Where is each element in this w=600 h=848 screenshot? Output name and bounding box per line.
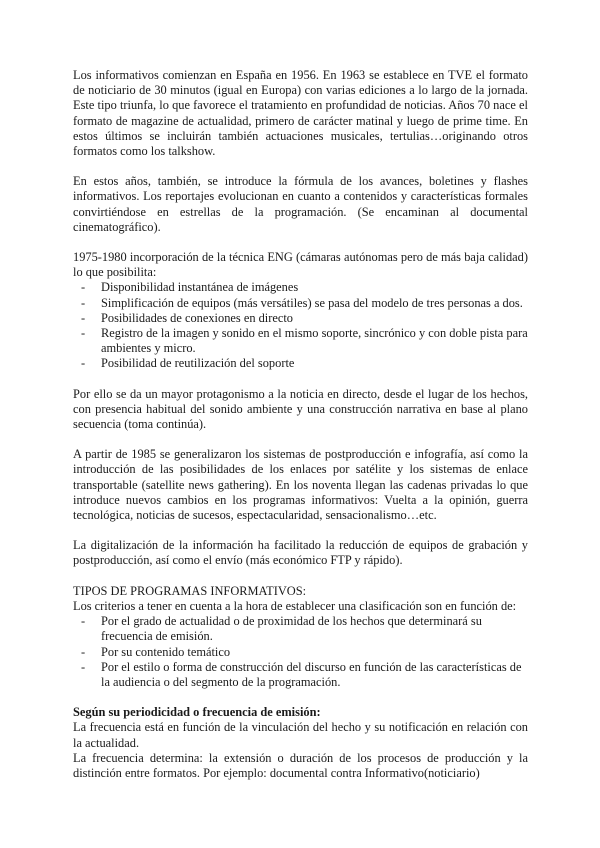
list-item: - Por el grado de actualidad o de proximidad de los hechos que determinará su frecuencia de emisión. [73, 614, 528, 644]
list-item: - Posibilidades de conexiones en directo [73, 311, 528, 326]
criteria-list [73, 614, 528, 690]
list-item: - Por el estilo o forma de construcción del discurso en función de las características de la audiencia o del segmento de la programación. [73, 660, 528, 690]
paragraph-history: Los informativos comienzan en España en 1956. En 1963 se establece en TVE el formato de noticiario de 30 minutos (igual en Europa) con varias ediciones a lo largo de la jornada. Este tipo triunfa, lo que favorece el tratamiento en profundidad de noticias. Años 70 nace el formato de magazine de actualidad, primero de carácter matinal y luego de prime time. En estos últimos se incluirán también actuaciones musicales, tertulias…originando otros formatos como los talkshow. [73, 68, 528, 159]
tipos-heading: TIPOS DE PROGRAMAS INFORMATIVOS: [73, 583, 307, 598]
paragraph-1985: A partir de 1985 se generalizaron los sistemas de postproducción e infografía, así como la introducción de las posibilidades de los enlaces por satélite y los sistemas de enlace transportable (satellite news gathering). En los noventa llegan las cadenas privadas lo que introduce nuevos cambios en los programas informativos: Vuelta a la opinión, guerra tecnológica, noticias de sucesos, espectacularidad, sensacionalismo…etc. [73, 447, 528, 523]
list-item: - Disponibilidad instantánea de imágenes [73, 280, 528, 295]
section-heading: Según su periodicidad o frecuencia de emisión: [73, 705, 321, 720]
paragraph-formats: En estos años, también, se introduce la fórmula de los avances, boletines y flashes informativos. Los reportajes evolucionan en cuanto a contenidos y características formales convirtiéndose en estrellas de la programación. (Se encaminan al documental cinematográfico). [73, 174, 528, 234]
list-item: - Por su contenido temático [73, 645, 528, 660]
paragraph-frequency: La frecuencia está en función de la vinculación del hecho y su notificación en relación con la actualidad. [73, 720, 528, 750]
paragraph-frequency-determines: La frecuencia determina: la extensión o duración de los procesos de producción y la distinción entre formatos. Por ejemplo: documental contra Informativo(noticiario) [73, 750, 528, 780]
list-item: - Posibilidad de reutilización del soporte [73, 356, 528, 371]
tipos-intro: Los criterios a tener en cuenta a la hora de establecer una clasificación son en función de: [73, 598, 517, 613]
eng-list [73, 280, 528, 371]
paragraph-eng: 1975-1980 incorporación de la técnica ENG (cámaras autónomas pero de más baja calidad) lo que posibilita: [73, 250, 528, 280]
list-item: - Simplificación de equipos (más versátiles) se pasa del modelo de tres personas a dos. [73, 296, 528, 311]
document-page [73, 68, 528, 781]
list-item: - Registro de la imagen y sonido en el mismo soporte, sincrónico y con doble pista para ambientes y micro. [73, 326, 528, 356]
paragraph-digital: La digitalización de la información ha facilitado la reducción de equipos de grabación y postproducción, así como el envío (más económico FTP y rápido). [73, 538, 528, 568]
paragraph-live: Por ello se da un mayor protagonismo a la noticia en directo, desde el lugar de los hechos, con presencia habitual del sonido ambiente y una construcción narrativa en base al plano secuencia (toma continúa). [73, 386, 528, 432]
